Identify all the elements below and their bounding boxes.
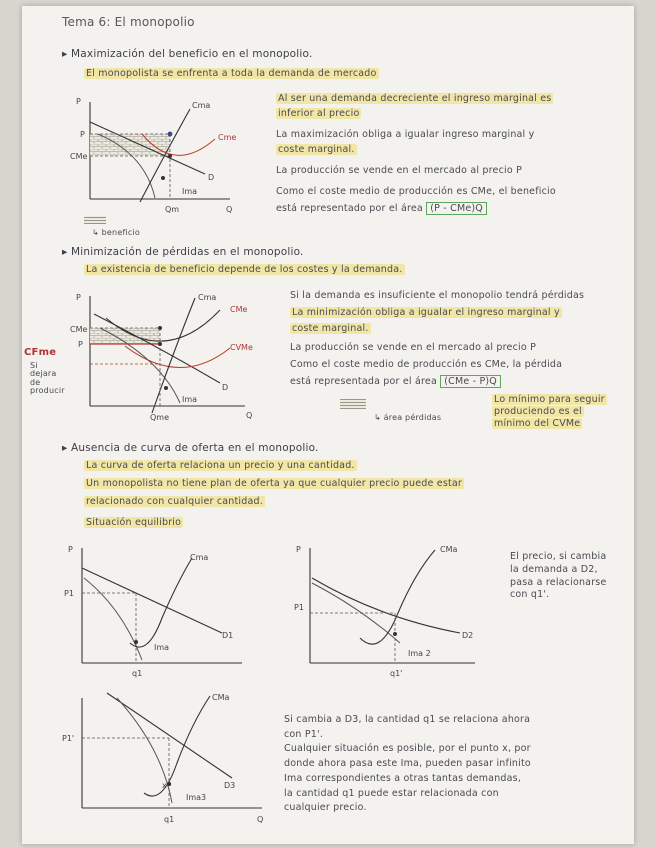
s3-l2-text: Un monopolista no tiene plan de oferta ya que cualquier precio puede estar <box>86 478 463 489</box>
g2-q-label: Q <box>246 411 253 420</box>
g2-d-label: D <box>222 383 229 392</box>
g2-qme-label: Qme <box>150 413 170 422</box>
s3-l1-text: La curva de oferta relaciona un precio y una cantidad. <box>86 460 355 471</box>
note-d3-line: donde ahora pasa este Ima, pueden pasar infinito <box>284 758 531 770</box>
s1-p4b <box>276 204 487 215</box>
section2-heading-text: Minimización de pérdidas en el monopolio. <box>71 246 304 258</box>
s2-p1c-text: coste marginal. <box>292 323 369 334</box>
notebook-page <box>22 6 634 844</box>
note-d3-line: la cantidad q1 puede estar relacionada con <box>284 787 499 799</box>
graph-d3 <box>62 688 277 828</box>
section1-intro <box>84 69 379 80</box>
s2-p3a: Como el coste medio de producción es CMe, la pérdida <box>290 359 563 370</box>
section2-intro <box>84 265 405 276</box>
note-d3-line: Cualquier situación es posible, por el punto x, por <box>284 743 531 755</box>
s1-p4a: Como el coste medio de producción es CMe, el beneficio <box>276 186 556 197</box>
section3-heading: ▸ Ausencia de curva de oferta en el monopolio. <box>62 442 319 454</box>
graph-max-benefit <box>70 94 245 214</box>
g2-p-tick: P <box>78 340 83 349</box>
g1-cma-label: Cma <box>192 101 211 110</box>
note-d2-line: con q1'. <box>510 589 550 601</box>
graph-d1 <box>62 538 252 678</box>
d1-d-label: D1 <box>222 631 234 640</box>
d3-p1-label: P1' <box>62 734 75 743</box>
side-note <box>30 362 65 396</box>
g2-cme-tick: CMe <box>70 325 88 334</box>
s2-p1c <box>290 324 371 335</box>
s1-p1b-text: inferior al precio <box>278 108 360 119</box>
d3-d-label: D3 <box>224 781 236 790</box>
graph-d2 <box>290 538 490 678</box>
g1-cme-label: Cme <box>218 133 237 142</box>
benefit-legend-text: beneficio <box>101 228 141 237</box>
s2-p1b-text: La minimización obliga a igualar el ingreso marginal y <box>292 307 560 318</box>
d3-x-label: x <box>162 781 167 790</box>
side-note-line: Si <box>30 361 38 370</box>
g1-cme-tick: CMe <box>70 152 88 161</box>
section3-heading-text: Ausencia de curva de oferta en el monopolio. <box>71 442 319 454</box>
note-d3 <box>284 713 531 816</box>
d2-d-label: D2 <box>462 631 474 640</box>
note-d2-line: El precio, si cambia <box>510 551 607 562</box>
d2-p1-label: P1 <box>294 603 304 612</box>
s3-l1 <box>84 461 357 472</box>
s3-eq-text: Situación equilibrio <box>86 517 182 528</box>
note-d3-line: con P1'. <box>284 728 324 740</box>
benefit-legend: ↳ beneficio <box>92 228 141 237</box>
note-d2-line: pasa a relacionarse <box>510 576 607 588</box>
loss-legend-text: área pérdidas <box>383 413 442 422</box>
d1-p-label: P <box>68 545 73 554</box>
side-note-line: producir <box>30 386 65 396</box>
s1-p2b <box>276 145 357 156</box>
side-note-line: dejara <box>30 369 57 379</box>
graph-min-loss <box>70 288 280 423</box>
g2-cvme-label: CVMe <box>230 343 253 352</box>
cvme-note-line: produciendo es el <box>494 405 582 417</box>
g1-ima-label: Ima <box>182 187 198 196</box>
s2-p2: La producción se vende en el mercado al precio P <box>290 342 537 353</box>
g2-p-label: P <box>76 293 81 302</box>
d1-q1-label: q1 <box>132 669 143 678</box>
note-d2 <box>510 551 607 602</box>
d1-ima-label: Ima <box>154 643 170 652</box>
d3-q1-label: q1 <box>164 815 175 824</box>
cvme-note <box>492 394 607 430</box>
s2-p3b-text: está representada por el área <box>290 376 437 387</box>
d3-cma-label: CMa <box>212 693 230 702</box>
g1-q-label: Q <box>226 205 233 214</box>
section1-heading-text: Maximización del beneficio en el monopolio. <box>71 48 313 60</box>
s3-l2 <box>84 479 464 490</box>
g1-p-label: P <box>76 97 81 106</box>
section1-heading: ▸ Maximización del beneficio en el monopolio. <box>62 48 313 60</box>
g1-qm-label: Qm <box>165 205 180 214</box>
g2-cma-label: Cma <box>198 293 217 302</box>
cfme-label: CFme <box>24 347 57 358</box>
section2-intro-text: La existencia de beneficio depende de los costes y la demanda. <box>86 264 403 275</box>
d2-cma-label: CMa <box>440 545 458 554</box>
note-d3-line: Si cambia a D3, la cantidad q1 se relaciona ahora <box>284 714 531 725</box>
section1-intro-text: El monopolista se enfrenta a toda la demanda de mercado <box>86 68 377 79</box>
s2-p3b <box>290 377 501 388</box>
note-d3-line: Ima correspondientes a otras tantas demandas, <box>284 772 522 784</box>
s1-p2b-text: coste marginal. <box>278 144 355 155</box>
s1-p2a: La maximización obliga a igualar ingreso marginal y <box>276 129 535 140</box>
s1-p1a <box>276 94 553 105</box>
page-title: Tema 6: El monopolio <box>62 15 195 29</box>
section2-heading: ▸ Minimización de pérdidas en el monopolio. <box>62 246 304 258</box>
g1-d-label: D <box>208 173 215 182</box>
d2-q1-label: q1' <box>390 669 403 678</box>
g2-ima-label: Ima <box>182 395 198 404</box>
cvme-note-line: mínimo del CVMe <box>494 417 581 429</box>
note-d2-line: la demanda a D2, <box>510 563 598 575</box>
loss-legend-swatch <box>340 399 366 409</box>
d1-cma-label: Cma <box>190 553 209 562</box>
g1-p-tick: P <box>80 130 85 139</box>
cvme-note-line: Lo mínimo para seguir <box>494 394 605 405</box>
d3-q-label: Q <box>257 815 264 824</box>
d1-p1-label: P1 <box>64 589 74 598</box>
s1-p4b-text: está representado por el área <box>276 203 423 214</box>
d2-ima-label: Ima 2 <box>408 649 431 658</box>
s2-formula: (CMe - P)Q <box>440 375 501 388</box>
d3-ima-label: Ima3 <box>186 793 207 802</box>
s1-p3: La producción se vende en el mercado al precio P <box>276 165 523 176</box>
s1-p1a-text: Al ser una demanda decreciente el ingreso marginal es <box>278 93 552 104</box>
g2-cme-label: CMe <box>230 305 248 314</box>
side-note-line: de <box>30 377 41 387</box>
loss-legend: ↳ área pérdidas <box>374 413 442 422</box>
s3-l3-text: relacionado con cualquier cantidad. <box>86 496 263 507</box>
benefit-legend-swatch <box>84 216 106 224</box>
d2-p-label: P <box>296 545 301 554</box>
note-d3-line: cualquier precio. <box>284 802 367 814</box>
s3-l3 <box>84 497 265 508</box>
s2-p1b <box>290 308 562 319</box>
s3-eq <box>84 518 183 529</box>
s2-p1a: Si la demanda es insuficiente el monopolio tendrá pérdidas <box>290 290 585 301</box>
s1-p1b <box>276 109 361 120</box>
s1-formula: (P - CMe)Q <box>426 202 487 215</box>
